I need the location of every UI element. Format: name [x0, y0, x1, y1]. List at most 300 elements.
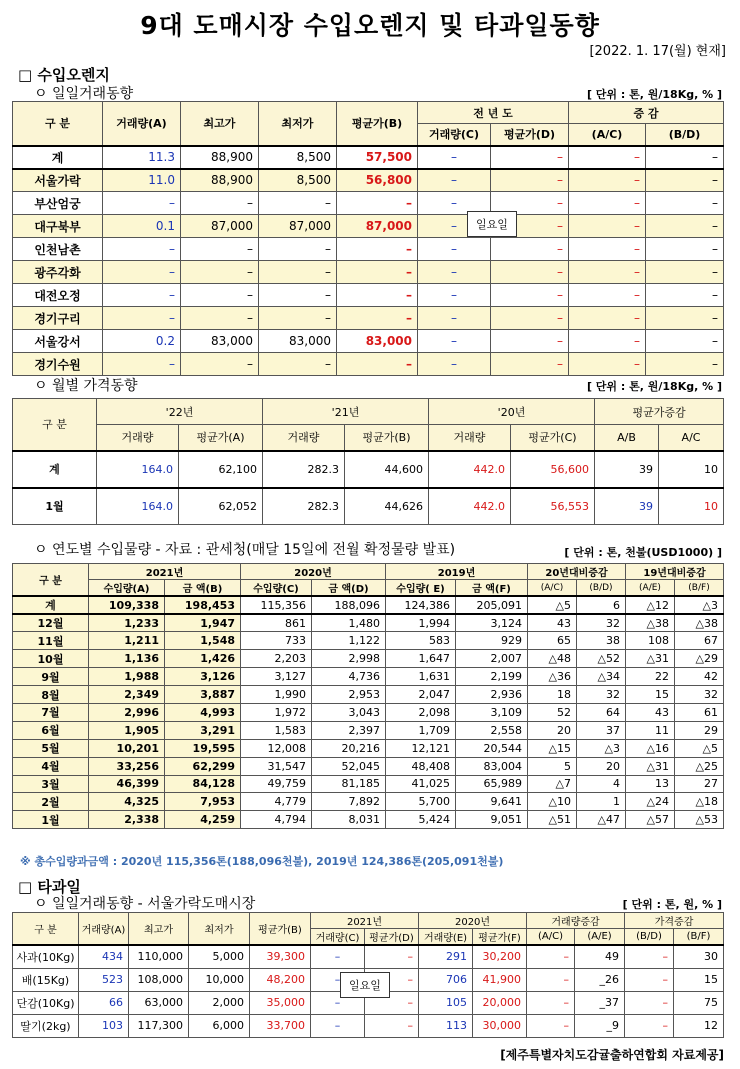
row-amtF: 9,641 — [456, 793, 528, 811]
row-avg: – — [337, 261, 418, 284]
table-row — [13, 686, 724, 704]
row-ae: △24 — [626, 793, 675, 811]
table-row — [13, 192, 724, 215]
row-amtB: 1,548 — [165, 632, 241, 650]
row-avg: 35,000 — [250, 991, 311, 1014]
row-bd: – — [646, 169, 724, 192]
table-row — [13, 596, 724, 614]
table-row — [13, 739, 724, 757]
row-bf: 12 — [674, 1014, 724, 1037]
y-col-2021: 2021년 — [89, 564, 241, 580]
row-market: 경기수원 — [13, 353, 103, 376]
m-col-22: '22년 — [97, 399, 263, 425]
row-ac: △51 — [528, 811, 577, 829]
row-avg22: 62,100 — [179, 451, 263, 488]
row-volC: 31,547 — [241, 757, 312, 775]
row-volC: 3,127 — [241, 668, 312, 686]
row-max: 108,000 — [129, 968, 189, 991]
row-ae: 43 — [626, 703, 675, 721]
row-prev-volume: – — [418, 146, 491, 169]
f-col-volE: 거래량(E) — [419, 929, 473, 946]
y-col-ac: (A/C) — [528, 580, 577, 597]
row-bd: – — [625, 968, 674, 991]
row-avgD: – — [365, 968, 419, 991]
row-amtF: 83,004 — [456, 757, 528, 775]
row-amtB: 3,126 — [165, 668, 241, 686]
row-prev-volume: – — [418, 169, 491, 192]
row-avg21: 44,626 — [345, 488, 429, 525]
row-avgF: 30,000 — [473, 1014, 527, 1037]
row-amtF: 9,051 — [456, 811, 528, 829]
row-volume: 434 — [79, 945, 129, 968]
row-bf: 30 — [674, 945, 724, 968]
col-category: 구 분 — [13, 102, 103, 146]
row-volume: – — [103, 261, 181, 284]
row-bd: – — [646, 238, 724, 261]
yearly-unit: [ 단위 : 톤, 천불(USD1000) ] — [564, 546, 722, 559]
row-max: – — [181, 353, 259, 376]
row-ae: △57 — [626, 811, 675, 829]
row-bf: 32 — [675, 686, 724, 704]
f-col-min: 최저가 — [189, 913, 250, 946]
row-amtB: 1,947 — [165, 614, 241, 632]
f-col-ae: (A/E) — [575, 929, 625, 946]
row-bf: 61 — [675, 703, 724, 721]
row-volume: 66 — [79, 991, 129, 1014]
row-ac: 43 — [528, 614, 577, 632]
row-ac: – — [527, 1014, 575, 1037]
col-avg: 평균가(B) — [337, 102, 418, 146]
row-bf: △18 — [675, 793, 724, 811]
row-volC: – — [311, 968, 365, 991]
row-market: 인천남촌 — [13, 238, 103, 261]
row-ae: _37 — [575, 991, 625, 1014]
row-fruit: 단감(10Kg) — [13, 991, 79, 1014]
row-avgF: 30,200 — [473, 945, 527, 968]
table-row — [13, 488, 724, 525]
row-prev-volume: – — [418, 238, 491, 261]
row-ac: – — [569, 215, 646, 238]
f-col-2021: 2021년 — [311, 913, 419, 929]
row-volC: 4,794 — [241, 811, 312, 829]
col-prev-year: 전 년 도 — [418, 102, 569, 124]
row-amtD: 2,998 — [312, 650, 386, 668]
row-min: – — [259, 353, 337, 376]
row-amtF: 2,936 — [456, 686, 528, 704]
row-prev-avg: – — [491, 330, 569, 353]
row-volume: – — [103, 192, 181, 215]
row-volE: 1,994 — [386, 614, 456, 632]
row-month: 계 — [13, 451, 97, 488]
row-avg: 57,500 — [337, 146, 418, 169]
row-min: 8,500 — [259, 146, 337, 169]
row-volA: 1,136 — [89, 650, 165, 668]
row-avg: – — [337, 307, 418, 330]
row-ac: – — [569, 238, 646, 261]
row-month: 3월 — [13, 775, 89, 793]
row-ab: 39 — [595, 451, 659, 488]
row-market: 서울강서 — [13, 330, 103, 353]
row-vol22: 164.0 — [97, 451, 179, 488]
row-prev-avg: – — [491, 284, 569, 307]
row-bd: 37 — [577, 721, 626, 739]
row-volC: – — [311, 991, 365, 1014]
row-volE: 5,424 — [386, 811, 456, 829]
row-bf: △38 — [675, 614, 724, 632]
row-prev-volume: – — [418, 215, 491, 238]
row-vol22: 164.0 — [97, 488, 179, 525]
m-col-ac: A/C — [659, 425, 724, 451]
row-market: 광주각화 — [13, 261, 103, 284]
table-row — [13, 146, 724, 169]
row-market: 경기구리 — [13, 307, 103, 330]
row-bd: 4 — [577, 775, 626, 793]
row-min: – — [259, 284, 337, 307]
m-col-change: 평균가증감 — [595, 399, 724, 425]
row-month: 2월 — [13, 793, 89, 811]
row-ae: 49 — [575, 945, 625, 968]
table-row — [13, 811, 724, 829]
row-volC: 2,203 — [241, 650, 312, 668]
row-volE: 583 — [386, 632, 456, 650]
row-volE: 41,025 — [386, 775, 456, 793]
m-col-avgB: 평균가(B) — [345, 425, 429, 451]
monthly-subheading: ㅇ 월별 가격동향 — [34, 378, 138, 394]
table-row — [13, 793, 724, 811]
row-volume: – — [103, 284, 181, 307]
y-col-volC: 수입량(C) — [241, 580, 312, 597]
row-volA: 4,325 — [89, 793, 165, 811]
table-row — [13, 721, 724, 739]
row-fruit: 사과(10Kg) — [13, 945, 79, 968]
f-col-2020: 2020년 — [419, 913, 527, 929]
f-col-volC: 거래량(C) — [311, 929, 365, 946]
row-bd: 6 — [577, 596, 626, 614]
row-volC: 1,990 — [241, 686, 312, 704]
row-volume: 0.2 — [103, 330, 181, 353]
row-ac: △48 — [528, 650, 577, 668]
row-bd: 20 — [577, 757, 626, 775]
row-volume: 523 — [79, 968, 129, 991]
row-month: 6월 — [13, 721, 89, 739]
y-col-ae: (A/E) — [626, 580, 675, 597]
row-avg20: 56,553 — [511, 488, 595, 525]
table-row — [13, 169, 724, 192]
row-max: 83,000 — [181, 330, 259, 353]
table-row — [13, 451, 724, 488]
row-avgD: – — [365, 991, 419, 1014]
row-month: 11월 — [13, 632, 89, 650]
row-ae: △31 — [626, 650, 675, 668]
row-volE: 2,047 — [386, 686, 456, 704]
row-prev-avg: – — [491, 192, 569, 215]
row-bf: △3 — [675, 596, 724, 614]
row-volume: 11.0 — [103, 169, 181, 192]
row-volA: 2,996 — [89, 703, 165, 721]
row-avg22: 62,052 — [179, 488, 263, 525]
row-avg: 48,200 — [250, 968, 311, 991]
row-volA: 1,988 — [89, 668, 165, 686]
row-ae: _9 — [575, 1014, 625, 1037]
row-ae: 22 — [626, 668, 675, 686]
row-volC: 1,972 — [241, 703, 312, 721]
fruit-subheading: ㅇ 일일거래동향 - 서울가락도매시장 — [34, 896, 256, 912]
m-col-category: 구 분 — [13, 399, 97, 451]
y-col-category: 구 분 — [13, 564, 89, 597]
row-amtD: 52,045 — [312, 757, 386, 775]
row-volA: 1,233 — [89, 614, 165, 632]
row-ac: – — [569, 330, 646, 353]
row-amtF: 3,109 — [456, 703, 528, 721]
row-max: 63,000 — [129, 991, 189, 1014]
row-market: 계 — [13, 146, 103, 169]
row-ac: – — [527, 945, 575, 968]
table-row — [13, 775, 724, 793]
row-volC: – — [311, 1014, 365, 1037]
row-bd: △52 — [577, 650, 626, 668]
row-bd: △34 — [577, 668, 626, 686]
row-bf: △25 — [675, 757, 724, 775]
row-min: – — [259, 238, 337, 261]
row-volume: – — [103, 238, 181, 261]
row-max: 88,900 — [181, 169, 259, 192]
y-col-volE: 수입량( E) — [386, 580, 456, 597]
row-amtB: 7,953 — [165, 793, 241, 811]
row-ac: – — [527, 991, 575, 1014]
row-min: 10,000 — [189, 968, 250, 991]
row-amtB: 4,993 — [165, 703, 241, 721]
row-ac: 20 — [528, 721, 577, 739]
row-volC: 49,759 — [241, 775, 312, 793]
row-volume: 0.1 — [103, 215, 181, 238]
row-volC: 4,779 — [241, 793, 312, 811]
row-ae: 108 — [626, 632, 675, 650]
row-min: 8,500 — [259, 169, 337, 192]
f-col-avgF: 평균가(F) — [473, 929, 527, 946]
row-min: 6,000 — [189, 1014, 250, 1037]
table-row — [13, 614, 724, 632]
row-amtF: 205,091 — [456, 596, 528, 614]
row-month: 9월 — [13, 668, 89, 686]
row-market: 서울가락 — [13, 169, 103, 192]
table-row — [13, 632, 724, 650]
row-ac: △36 — [528, 668, 577, 686]
row-vol20: 442.0 — [429, 488, 511, 525]
row-prev-avg: – — [491, 261, 569, 284]
row-volume: – — [103, 353, 181, 376]
row-avgF: 41,900 — [473, 968, 527, 991]
col-change: 증 감 — [569, 102, 724, 124]
row-avgD: – — [365, 1014, 419, 1037]
row-volA: 33,256 — [89, 757, 165, 775]
row-bf: 29 — [675, 721, 724, 739]
y-col-bf: (B/F) — [675, 580, 724, 597]
y-col-amtD: 금 액(D) — [312, 580, 386, 597]
f-col-avg: 평균가(B) — [250, 913, 311, 946]
row-bd: 32 — [577, 686, 626, 704]
row-ac: 18 — [528, 686, 577, 704]
report-date: [2022. 1. 17(월) 현재] — [589, 44, 726, 59]
row-month: 1월 — [13, 488, 97, 525]
row-amtB: 19,595 — [165, 739, 241, 757]
row-prev-volume: – — [418, 307, 491, 330]
row-min: 83,000 — [259, 330, 337, 353]
orange-section-heading: □ 수입오렌지 — [18, 66, 110, 84]
row-volA: 2,349 — [89, 686, 165, 704]
row-ae: 13 — [626, 775, 675, 793]
row-month: 10월 — [13, 650, 89, 668]
row-ac: – — [569, 192, 646, 215]
row-bf: 75 — [674, 991, 724, 1014]
row-ac: – — [569, 307, 646, 330]
row-bf: 27 — [675, 775, 724, 793]
row-amtB: 198,453 — [165, 596, 241, 614]
row-ac: 5 — [528, 757, 577, 775]
row-fruit: 딸기(2kg) — [13, 1014, 79, 1037]
table-row — [13, 238, 724, 261]
row-avg: – — [337, 353, 418, 376]
row-month: 12월 — [13, 614, 89, 632]
row-avg21: 44,600 — [345, 451, 429, 488]
row-min: – — [259, 192, 337, 215]
table-row — [13, 215, 724, 238]
m-col-vol21: 거래량 — [263, 425, 345, 451]
row-volC: 115,356 — [241, 596, 312, 614]
row-volA: 1,211 — [89, 632, 165, 650]
row-volE: 1,647 — [386, 650, 456, 668]
row-amtD: 3,043 — [312, 703, 386, 721]
table-row — [13, 353, 724, 376]
row-prev-avg: – — [491, 146, 569, 169]
yearly-subheading: ㅇ 연도별 수입물량 - 자료 : 관세청(매달 15일에 전월 확정물량 발표) — [34, 542, 456, 558]
row-bd: – — [646, 284, 724, 307]
row-bd: 32 — [577, 614, 626, 632]
row-volE: 105 — [419, 991, 473, 1014]
row-avg: – — [337, 192, 418, 215]
row-volE: 291 — [419, 945, 473, 968]
col-prev-avg: 평균가(D) — [491, 124, 569, 146]
table-row — [13, 330, 724, 353]
row-vol21: 282.3 — [263, 451, 345, 488]
row-ac: – — [569, 169, 646, 192]
row-max: – — [181, 284, 259, 307]
sunday-label: 일요일 — [467, 211, 517, 237]
fruit-section-heading: □ 타과일 — [18, 878, 81, 896]
m-col-21: '21년 — [263, 399, 429, 425]
m-col-vol22: 거래량 — [97, 425, 179, 451]
row-ab: 39 — [595, 488, 659, 525]
row-ae: △16 — [626, 739, 675, 757]
row-prev-avg: – — [491, 307, 569, 330]
row-bf: △53 — [675, 811, 724, 829]
table-row — [13, 307, 724, 330]
row-avg: 56,800 — [337, 169, 418, 192]
row-market: 대구북부 — [13, 215, 103, 238]
row-avg: 83,000 — [337, 330, 418, 353]
row-prev-volume: – — [418, 330, 491, 353]
row-amtB: 3,887 — [165, 686, 241, 704]
row-avg: 33,700 — [250, 1014, 311, 1037]
row-month: 8월 — [13, 686, 89, 704]
col-max: 최고가 — [181, 102, 259, 146]
row-ae: _26 — [575, 968, 625, 991]
row-ac: △5 — [528, 596, 577, 614]
row-amtD: 8,031 — [312, 811, 386, 829]
row-prev-avg: – — [491, 169, 569, 192]
table-row — [13, 668, 724, 686]
f-col-max: 최고가 — [129, 913, 189, 946]
row-ac: – — [569, 146, 646, 169]
f-col-vchange: 거래량증감 — [527, 913, 625, 929]
row-ae: 15 — [626, 686, 675, 704]
y-col-c20: 20년대비증감 — [528, 564, 626, 580]
row-max: – — [181, 238, 259, 261]
row-market: 대전오정 — [13, 284, 103, 307]
row-volA: 109,338 — [89, 596, 165, 614]
row-amtD: 2,397 — [312, 721, 386, 739]
f-col-pchange: 가격증감 — [625, 913, 724, 929]
page-title: 9대 도매시장 수입오렌지 및 타과일동향 — [140, 11, 600, 40]
row-prev-volume: – — [418, 353, 491, 376]
y-col-c19: 19년대비증감 — [626, 564, 724, 580]
table-row — [13, 1014, 724, 1037]
col-prev-volume: 거래량(C) — [418, 124, 491, 146]
row-ac: – — [569, 284, 646, 307]
row-bd: △3 — [577, 739, 626, 757]
row-avg20: 56,600 — [511, 451, 595, 488]
row-amtB: 3,291 — [165, 721, 241, 739]
row-bd: – — [646, 146, 724, 169]
daily-subheading: ㅇ 일일거래동향 — [34, 86, 134, 102]
row-volE: 1,631 — [386, 668, 456, 686]
row-bd: 64 — [577, 703, 626, 721]
col-ac: (A/C) — [569, 124, 646, 146]
fruit-unit: [ 단위 : 톤, 원, % ] — [622, 898, 722, 911]
y-col-amtF: 금 액(F) — [456, 580, 528, 597]
row-ac: △10 — [528, 793, 577, 811]
row-vol21: 282.3 — [263, 488, 345, 525]
y-col-amtB: 금 액(B) — [165, 580, 241, 597]
row-bf: △5 — [675, 739, 724, 757]
monthly-unit: [ 단위 : 톤, 원/18Kg, % ] — [586, 380, 722, 393]
row-volume: – — [103, 307, 181, 330]
row-bd: – — [646, 330, 724, 353]
row-amtD: 20,216 — [312, 739, 386, 757]
row-avg: 87,000 — [337, 215, 418, 238]
row-avg: – — [337, 284, 418, 307]
row-bd: – — [646, 261, 724, 284]
row-avg: 39,300 — [250, 945, 311, 968]
row-vol20: 442.0 — [429, 451, 511, 488]
row-max: – — [181, 307, 259, 330]
row-prev-avg: – — [491, 215, 569, 238]
row-min: 5,000 — [189, 945, 250, 968]
row-ac: 10 — [659, 488, 724, 525]
row-month: 1월 — [13, 811, 89, 829]
row-month: 계 — [13, 596, 89, 614]
row-ae: 11 — [626, 721, 675, 739]
row-amtF: 3,124 — [456, 614, 528, 632]
row-max: 87,000 — [181, 215, 259, 238]
table-row — [13, 703, 724, 721]
row-max: 110,000 — [129, 945, 189, 968]
row-volume: 11.3 — [103, 146, 181, 169]
f-col-vol: 거래량(A) — [79, 913, 129, 946]
row-volA: 46,399 — [89, 775, 165, 793]
m-col-20: '20년 — [429, 399, 595, 425]
m-col-avgC: 평균가(C) — [511, 425, 595, 451]
yearly-note: ※ 총수입량과금액 : 2020년 115,356톤(188,096천불), 2019년 124,386톤(205,091천불) — [20, 855, 504, 868]
